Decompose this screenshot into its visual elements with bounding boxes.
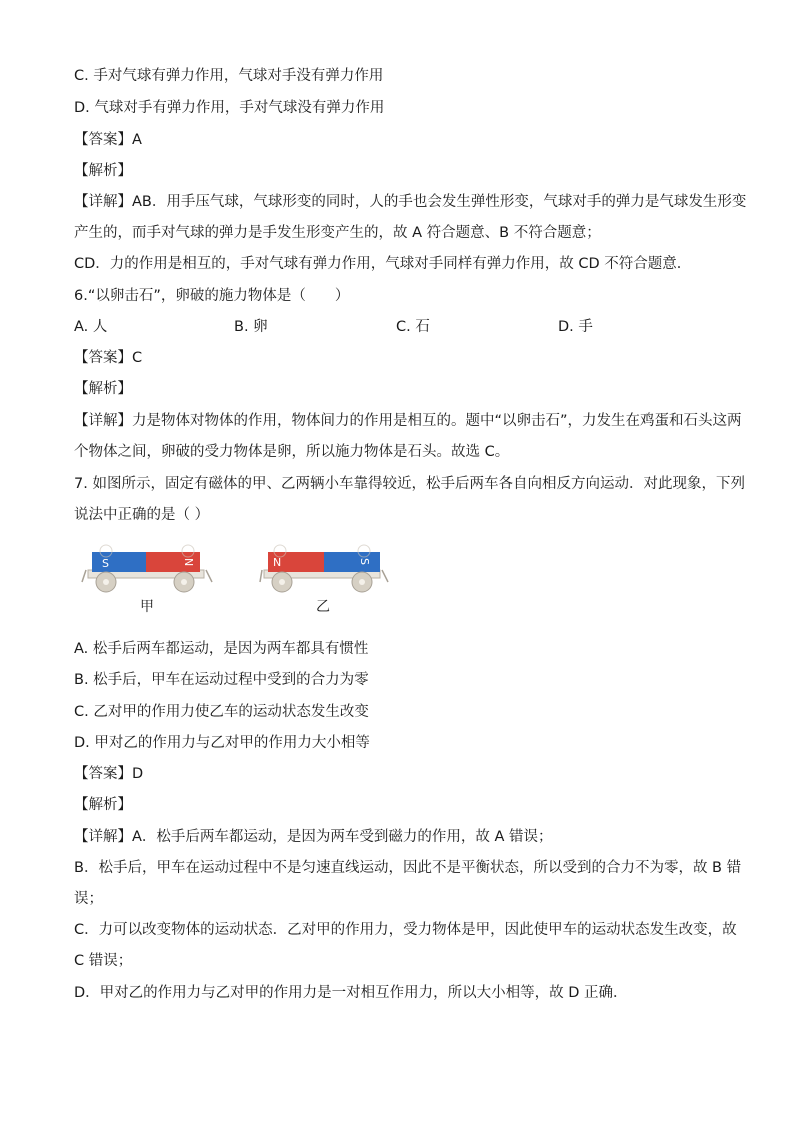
q7-detail-a: 【详解】A．松手后两车都运动，是因为两车受到磁力的作用，故 A 错误； (74, 829, 553, 845)
q7-detail-d: D．甲对乙的作用力与乙对甲的作用力是一对相互作用力，所以大小相等，故 D 正确． (74, 985, 628, 1001)
q7-detail-c-line-1: C．力可以改变物体的运动状态．乙对甲的作用力，受力物体是甲，因此使甲车的运动状态发生改变，故 (74, 922, 737, 938)
cart-yi-hub-right (359, 579, 365, 585)
q5-analysis-heading: 【解析】 (74, 163, 132, 179)
q5-detail-line-3: CD．力的作用是相互的，手对气球有弹力作用，气球对手同样有弹力作用，故 CD 不符合题意． (74, 256, 692, 272)
q5-answer: 【答案】A (74, 132, 142, 148)
q7-stem-line-1: 7. 如图所示，固定有磁体的甲、乙两辆小车靠得较近，松手后两车各自向相反方向运动．对此现象，下列 (74, 476, 745, 492)
cart-jia-handle-left (82, 570, 86, 582)
cart-jia-handle-right (206, 570, 212, 582)
q6-answer: 【答案】C (74, 350, 143, 366)
q6-analysis-heading: 【解析】 (74, 381, 132, 397)
q6-option-c: C. 石 (396, 319, 430, 335)
q7-option-b: B. 松手后，甲车在运动过程中受到的合力为零 (74, 672, 369, 688)
q7-detail-c-line-2: C 错误； (74, 953, 133, 969)
q7-detail-b-line-1: B．松手后，甲车在运动过程中不是匀速直线运动，因此不是平衡状态，所以受到的合力不为零，故 B 错 (74, 860, 742, 876)
cart-jia (82, 545, 212, 592)
q7-answer: 【答案】D (74, 766, 144, 782)
magnet-carts-illustration (80, 540, 400, 620)
magnet-carts-figure (80, 540, 400, 620)
cart-jia-pole-right: N (182, 558, 195, 567)
q7-stem-line-2: 说法中正确的是（ ） (74, 507, 210, 523)
cart-yi (260, 545, 388, 592)
cart-yi-handle-right (382, 570, 388, 582)
cart-yi-pole-right: S (358, 558, 371, 565)
cart-jia-label: 甲 (140, 599, 154, 615)
cart-jia-magnet-blue (92, 552, 146, 572)
q5-option-d: D. 气球对手有弹力作用，手对气球没有弹力作用 (74, 100, 385, 116)
q6-detail-line-1: 【详解】力是物体对物体的作用，物体间力的作用是相互的。题中“以卵击石”，力发生在鸡蛋和石头这两 (74, 413, 742, 429)
cart-yi-hub-left (279, 579, 285, 585)
q5-detail-line-2: 产生的，而手对气球的弹力是手发生形变产生的，故 A 符合题意、B 不符合题意； (74, 225, 601, 241)
q5-detail-line-1: 【详解】AB．用手压气球，气球形变的同时，人的手也会发生弹性形变，气球对手的弹力是气球发生形变 (74, 194, 747, 210)
q6-stem: 6.“以卵击石”，卵破的施力物体是（ ） (74, 288, 350, 304)
q7-option-c: C. 乙对甲的作用力使乙车的运动状态发生改变 (74, 704, 369, 720)
q7-option-d: D. 甲对乙的作用力与乙对甲的作用力大小相等 (74, 735, 370, 751)
q6-option-d: D. 手 (558, 319, 593, 335)
q6-detail-line-2: 个物体之间，卵破的受力物体是卵，所以施力物体是石头。故选 C。 (74, 444, 510, 460)
q7-detail-b-line-2: 误； (74, 891, 103, 907)
q5-option-c: C. 手对气球有弹力作用，气球对手没有弹力作用 (74, 68, 384, 84)
q6-option-b: B. 卵 (234, 319, 268, 335)
q7-analysis-heading: 【解析】 (74, 797, 132, 813)
cart-yi-label: 乙 (316, 599, 330, 615)
cart-yi-handle-left (260, 570, 262, 582)
cart-yi-pole-left: N (273, 556, 282, 569)
cart-jia-pole-left: S (102, 557, 109, 570)
q6-option-a: A. 人 (74, 319, 108, 335)
q7-option-a: A. 松手后两车都运动，是因为两车都具有惯性 (74, 641, 369, 657)
cart-jia-hub-left (103, 579, 109, 585)
cart-jia-hub-right (181, 579, 187, 585)
